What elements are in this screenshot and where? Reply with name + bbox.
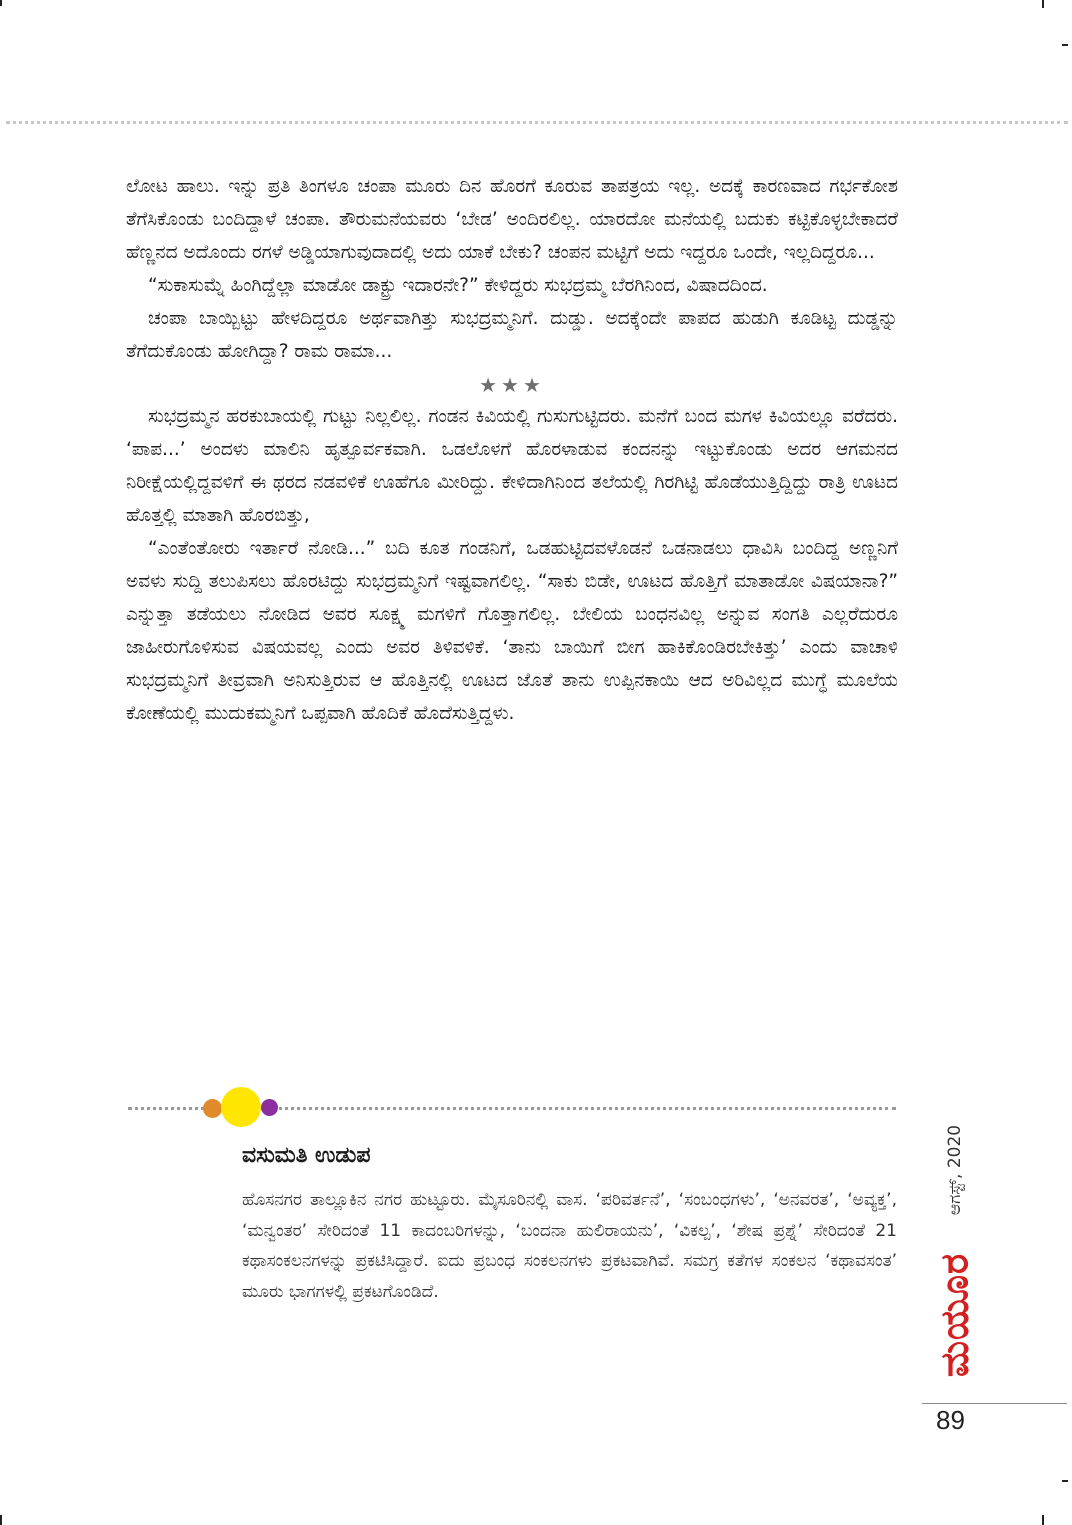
crop-mark-top-left [0,0,2,6]
paragraph-4: ಸುಭದ್ರಮ್ಮನ ಹರಕುಬಾಯಲ್ಲಿ ಗುಟ್ಟು ನಿಲ್ಲಲಿಲ್ಲ. ಗಂಡನ ಕಿವಿಯಲ್ಲಿ ಗುಸುಗುಟ್ಟಿದರು. ಮನೆಗೆ ಬಂದ ಮಗಳ ಕಿವಿಯಲ್ಲೂ ವರೆದರು. ‘ಪಾಪ...’ ಅಂದಳು ಮಾಲಿನಿ ಹೃತ್ಪೂರ್ವಕವಾಗಿ. ಒಡಲೊಳಗೆ ಹೊರಳಾಡುವ ಕಂದನನ್ನು ಇಟ್ಟುಕೊಂಡು ಅದರ ಆಗಮನದ ನಿರೀಕ್ಷೆಯಲ್ಲಿದ್ದವಳಿಗೆ ಈ ಥರದ ನಡವಳಿಕೆ ಊಹೆಗೂ ಮೀರಿದ್ದು. ಕೇಳಿದಾಗಿನಿಂದ ತಲೆಯಲ್ಲಿ ಗಿರಗಿಟ್ಟಿ ಹೊಡೆಯುತ್ತಿದ್ದಿದ್ದು ರಾತ್ರಿ ಊಟದ ಹೊತ್ತಲ್ಲಿ ಮಾತಾಗಿ ಹೊರಬಿತ್ತು, [126,406,898,526]
section-separator: ★★★ [479,373,545,397]
issue-date-text: ಆಗಸ್ಟ್, 2020 [945,1124,965,1216]
author-name: ವಸುಮತಿ ಉಡುಪ [242,1143,371,1168]
purple-dot-ornament [261,1099,278,1116]
crop-mark-top-right [1042,0,1044,8]
article-body [126,170,898,730]
yellow-dot-ornament [221,1087,261,1127]
paragraph-5: “ಎಂತೆಂತೋರು ಇರ್ತಾರೆ ನೋಡಿ...” ಬದಿ ಕೂತ ಗಂಡನಿಗೆ, ಒಡಹುಟ್ಟಿದವಳೊಡನೆ ಒಡನಾಡಲು ಧಾವಿಸಿ ಬಂದಿದ್ದ ಅಣ್ಣನಿಗೆ ಅವಳು ಸುದ್ದಿ ತಲುಪಿಸಲು ಹೊರಟಿದ್ದು ಸುಭದ್ರಮ್ಮನಿಗೆ ಇಷ್ಟವಾಗಲಿಲ್ಲ. “ಸಾಕು ಬಿಡೇ, ಊಟದ ಹೊತ್ತಿಗೆ ಮಾತಾಡೋ ವಿಷಯಾನಾ?” ಎನ್ನುತ್ತಾ ತಡೆಯಲು ನೋಡಿದ ಅವರ ಸೂಕ್ಷ್ಮ ಮಗಳಿಗೆ ಗೊತ್ತಾಗಲಿಲ್ಲ. ಬೇಲಿಯ ಬಂಧನವಿಲ್ಲ ಅನ್ನುವ ಸಂಗತಿ ಎಲ್ಲರೆದುರೂ ಜಾಹೀರುಗೊಳಿಸುವ ವಿಷಯವಲ್ಲ ಎಂದು ಅವರ ತಿಳಿವಳಿಕೆ. ‘ತಾನು ಬಾಯಿಗೆ ಬೀಗ ಹಾಕಿಕೊಂಡಿರಬೇಕಿತ್ತು’ ಎಂದು ವಾಚಾಳಿ ಸುಭದ್ರಮ್ಮನಿಗೆ ತೀವ್ರವಾಗಿ ಅನಿಸುತ್ತಿರುವ ಆ ಹೊತ್ತಿನಲ್ಲಿ ಊಟದ ಜೊತೆ ತಾನು ಉಪ್ಪಿನಕಾಯಿ ಆದ ಅರಿವಿಲ್ಲದ ಮುಗ್ಧೆ ಮೂಲೆಯ ಕೋಣೆಯಲ್ಲಿ ಮುದುಕಮ್ಮನಿಗೆ ಒಪ್ಪವಾಗಿ ಹೊದಿಕೆ ಹೊದೆಸುತ್ತಿದ್ದಳು. [126,538,898,724]
top-dotted-rule [6,121,1068,124]
crop-mark-bottom-right-side [1062,1480,1068,1482]
page-number: 89 [936,1405,965,1435]
paragraph-3: ಚಂಪಾ ಬಾಯ್ಬಿಟ್ಟು ಹೇಳದಿದ್ದರೂ ಅರ್ಥವಾಗಿತ್ತು ಸುಭದ್ರಮ್ಮನಿಗೆ. ದುಡ್ಡು. ಅದಕ್ಕೆಂದೇ ಪಾಪದ ಹುಡುಗಿ ಕೂಡಿಟ್ಟ ದುಡ್ಡನ್ನು ತೆಗೆದುಕೊಂಡು ಹೋಗಿದ್ದಾ? ರಾಮ ರಾಮಾ... [126,308,898,362]
orange-dot-ornament [203,1099,222,1118]
paragraph-1: ಲೋಟ ಹಾಲು. ಇನ್ನು ಪ್ರತಿ ತಿಂಗಳೂ ಚಂಪಾ ಮೂರು ದಿನ ಹೊರಗೆ ಕೂರುವ ತಾಪತ್ರಯ ಇಲ್ಲ. ಅದಕ್ಕೆ ಕಾರಣವಾದ ಗರ್ಭಕೋಶ ತೆಗೆಸಿಕೊಂಡು ಬಂದಿದ್ದಾಳೆ ಚಂಪಾ. ತೌರುಮನೆಯವರು ‘ಬೇಡ’ ಅಂದಿರಲಿಲ್ಲ. ಯಾರದೋ ಮನೆಯಲ್ಲಿ ಬದುಕು ಕಟ್ಟಿಕೊಳ್ಳಬೇಕಾದರೆ ಹೆಣ್ಣನದ ಅದೊಂದು ರಗಳೆ ಅಡ್ಡಿಯಾಗುವುದಾದಲ್ಲಿ ಅದು ಯಾಕೆ ಬೇಕು? ಚಂಪನ ಮಟ್ಟಿಗೆ ಅದು ಇದ್ದರೂ ಒಂದೇ, ಇಲ್ಲದಿದ್ದರೂ... [126,176,898,263]
page-number-rule [922,1403,1067,1404]
crop-mark-bottom-left [0,1515,2,1525]
crop-mark-bottom-right [1042,1515,1044,1525]
magazine-logo [925,1232,985,1397]
magazine-logo-text: ಮಯೂರ [932,1252,977,1377]
author-bio: ಹೊಸನಗರ ತಾಲ್ಲೂಕಿನ ನಗರ ಹುಟ್ಟೂರು. ಮೈಸೂರಿನಲ್ಲಿ ವಾಸ. ‘ಪರಿವರ್ತನೆ’, ‘ಸಂಬಂಧಗಳು’, ‘ಅನವರತ’, ‘ಅವ್ಯಕ್ತ’, ‘ಮನ್ವಂತರ’ ಸೇರಿದಂತೆ 11 ಕಾದಂಬರಿಗಳನ್ನು, ‘ಬಂದನಾ ಹುಲಿರಾಯನು’, ‘ವಿಕಲ್ಪ’, ‘ಶೇಷ ಪ್ರಶ್ನೆ’ ಸೇರಿದಂತೆ 21 ಕಥಾಸಂಕಲನಗಳನ್ನು ಪ್ರಕಟಿಸಿದ್ದಾರೆ. ಐದು ಪ್ರಬಂಧ ಸಂಕಲನಗಳು ಪ್ರಕಟವಾಗಿವೆ. ಸಮಗ್ರ ಕತೆಗಳ ಸಂಕಲನ ‘ಕಥಾವಸಂತ’ ಮೂರು ಭಾಗಗಳಲ್ಲಿ ಪ್ರಕಟಗೊಂಡಿದೆ. [242,1190,897,1302]
issue-date [935,1115,975,1225]
crop-mark-top-right-side [1062,44,1068,46]
paragraph-2: “ಸುಕಾಸುಮ್ನೆ ಹಿಂಗಿದ್ದೆಲ್ಲಾ ಮಾಡೋ ಡಾಕ್ಟ್ರು ಇದಾರನೇ?” ಕೇಳಿದ್ದರು ಸುಭದ್ರಮ್ಮ ಬೆರಗಿನಿಂದ, ವಿಷಾದದಿಂದ. [148,275,768,296]
